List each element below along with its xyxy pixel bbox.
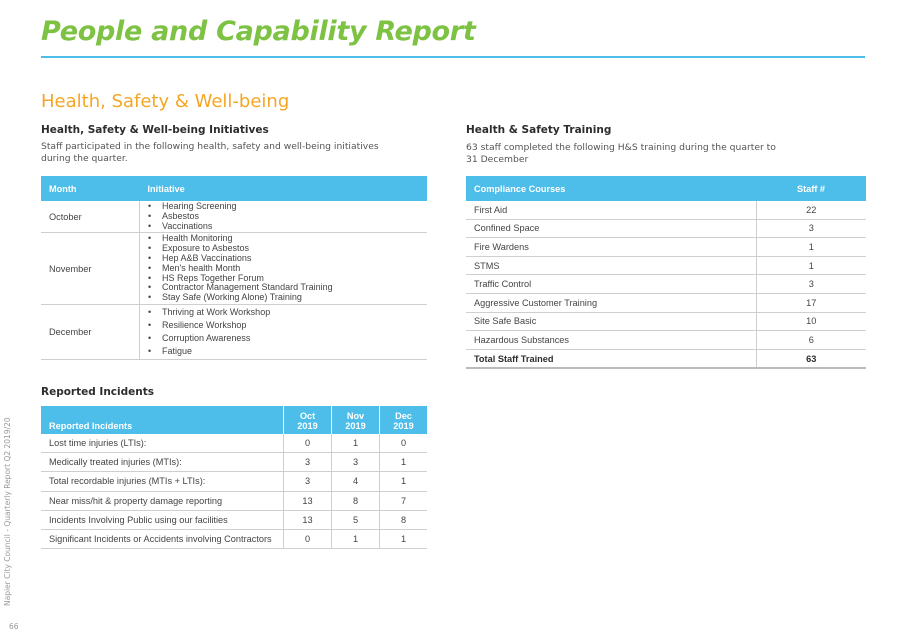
table-row <box>41 491 427 510</box>
month-cell: December <box>41 304 140 359</box>
column-header-month: Month <box>41 176 140 201</box>
initiative-list <box>140 201 427 232</box>
month-cell: October <box>41 201 140 233</box>
page-number: 66 <box>9 622 19 631</box>
page-title: People and Capability Report <box>41 16 476 47</box>
initiative-list <box>140 233 427 304</box>
column-header-staff: Staff # <box>756 176 866 201</box>
header-year: 2019 <box>393 421 414 431</box>
incident-label: Lost time injuries (LTIs): <box>41 434 284 453</box>
course-name: Traffic Control <box>466 275 756 294</box>
incident-label: Near miss/hit & property damage reporting <box>41 491 284 510</box>
table-row <box>466 201 866 219</box>
staff-count: 6 <box>756 331 866 350</box>
header-year: 2019 <box>345 421 366 431</box>
table-row <box>41 233 427 305</box>
staff-count: 10 <box>756 312 866 331</box>
incident-label: Significant Incidents or Accidents involving Contractors <box>41 529 284 548</box>
table-row <box>41 453 427 472</box>
value-cell: 13 <box>284 510 332 529</box>
side-footer-text: Napier City Council - Quarterly Report Q2 2019/20 <box>3 417 12 606</box>
value-cell: 1 <box>332 529 380 548</box>
course-name: Aggressive Customer Training <box>466 293 756 312</box>
table-row <box>41 510 427 529</box>
table-row <box>466 238 866 257</box>
training-intro-line: 63 staff completed the following H&S training during the quarter to <box>466 142 776 153</box>
value-cell: 8 <box>332 491 380 510</box>
table-row <box>41 472 427 491</box>
list-item: • Exposure to Asbestos <box>148 244 427 254</box>
column-header-reported-incidents: Reported Incidents <box>41 406 284 434</box>
list-item: • HS Reps Together Forum <box>148 274 427 284</box>
course-name: Fire Wardens <box>466 238 756 257</box>
incident-label: Incidents Involving Public using our facilities <box>41 510 284 529</box>
initiative-list <box>140 305 427 359</box>
total-label: Total Staff Trained <box>466 349 756 368</box>
header-month: Dec <box>395 411 412 421</box>
total-count: 63 <box>756 349 866 368</box>
table-row <box>41 434 427 453</box>
value-cell: 1 <box>380 472 428 491</box>
training-table <box>466 176 866 369</box>
section-title: Health, Safety & Well-being <box>41 91 290 112</box>
staff-count: 22 <box>756 201 866 219</box>
course-name: STMS <box>466 256 756 275</box>
training-heading: Health & Safety Training <box>466 124 612 136</box>
initiative-cell <box>140 201 428 233</box>
incident-label: Medically treated injuries (MTIs): <box>41 453 284 472</box>
course-name: Site Safe Basic <box>466 312 756 331</box>
value-cell: 0 <box>284 529 332 548</box>
table-row <box>466 312 866 331</box>
list-item: • Corruption Awareness <box>148 332 427 345</box>
value-cell: 3 <box>284 453 332 472</box>
initiatives-intro: Staff participated in the following health, safety and well-being initiatives during the quarter. <box>41 141 379 164</box>
table-row <box>466 219 866 238</box>
incident-label: Total recordable injuries (MTIs + LTIs): <box>41 472 284 491</box>
list-item: • Men's health Month <box>148 264 427 274</box>
training-intro <box>466 142 776 166</box>
course-name: Confined Space <box>466 219 756 238</box>
column-header-nov <box>332 406 380 434</box>
value-cell: 1 <box>332 434 380 453</box>
staff-count: 3 <box>756 219 866 238</box>
value-cell: 5 <box>332 510 380 529</box>
month-cell: November <box>41 233 140 305</box>
value-cell: 3 <box>284 472 332 491</box>
column-header-compliance-courses: Compliance Courses <box>466 176 756 201</box>
initiatives-table <box>41 176 427 360</box>
value-cell: 4 <box>332 472 380 491</box>
header-year: 2019 <box>297 421 318 431</box>
staff-count: 1 <box>756 256 866 275</box>
value-cell: 7 <box>380 491 428 510</box>
header-month: Nov <box>346 411 365 421</box>
list-item: • Contractor Management Standard Training <box>148 283 427 293</box>
total-row <box>466 349 866 368</box>
staff-count: 17 <box>756 293 866 312</box>
table-row <box>466 275 866 294</box>
value-cell: 1 <box>380 529 428 548</box>
list-item: • Fatigue <box>148 345 427 358</box>
value-cell: 0 <box>284 434 332 453</box>
list-item: • Health Monitoring <box>148 234 427 244</box>
list-item: • Asbestos <box>148 212 427 222</box>
value-cell: 3 <box>332 453 380 472</box>
list-item: • Resilience Workshop <box>148 319 427 332</box>
list-item: • Hep A&B Vaccinations <box>148 254 427 264</box>
list-item: • Vaccinations <box>148 222 427 232</box>
header-month: Oct <box>299 411 316 421</box>
value-cell: 0 <box>380 434 428 453</box>
table-row <box>41 201 427 233</box>
value-cell: 1 <box>380 453 428 472</box>
column-header-dec <box>380 406 428 434</box>
list-item: • Thriving at Work Workshop <box>148 306 427 319</box>
table-row <box>41 304 427 359</box>
table-row <box>466 293 866 312</box>
initiatives-heading: Health, Safety & Well-being Initiatives <box>41 124 269 136</box>
initiative-cell <box>140 233 428 305</box>
incidents-table <box>41 406 427 549</box>
column-header-oct <box>284 406 332 434</box>
staff-count: 3 <box>756 275 866 294</box>
incidents-heading: Reported Incidents <box>41 386 155 398</box>
course-name: Hazardous Substances <box>466 331 756 350</box>
list-item: • Hearing Screening <box>148 202 427 212</box>
table-row <box>41 529 427 548</box>
staff-count: 1 <box>756 238 866 257</box>
value-cell: 8 <box>380 510 428 529</box>
course-name: First Aid <box>466 201 756 219</box>
column-header-initiative: Initiative <box>140 176 428 201</box>
training-intro-line: 31 December <box>466 154 529 165</box>
table-row <box>466 256 866 275</box>
list-item: • Stay Safe (Working Alone) Training <box>148 293 427 303</box>
table-row <box>466 331 866 350</box>
value-cell: 13 <box>284 491 332 510</box>
initiative-cell <box>140 304 428 359</box>
title-divider <box>41 56 865 58</box>
